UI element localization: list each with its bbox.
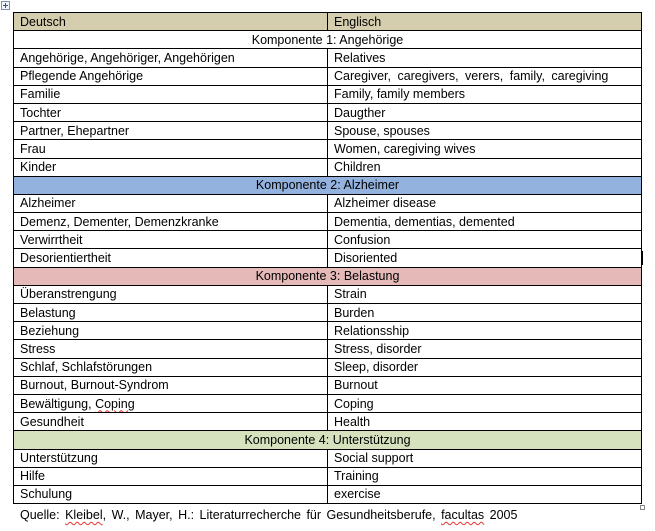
german-term: Überanstrengung bbox=[14, 285, 328, 303]
english-term: Disoriented bbox=[328, 249, 642, 267]
english-term: Health bbox=[328, 413, 642, 431]
german-term: Pflegende Angehörige bbox=[14, 67, 328, 85]
german-term: Angehörige, Angehöriger, Angehörigen bbox=[14, 49, 328, 67]
table-row bbox=[14, 413, 642, 431]
english-term: Sleep, disorder bbox=[328, 358, 642, 376]
german-term: Schulung bbox=[14, 485, 328, 503]
german-term: Verwirrtheit bbox=[14, 231, 328, 249]
section-title: Komponente 1: Angehörige bbox=[14, 31, 642, 49]
english-term: Training bbox=[328, 467, 642, 485]
german-term: Tochter bbox=[14, 103, 328, 121]
english-term: Caregiver, caregivers, verers, family, caregiving bbox=[328, 67, 642, 85]
text-cursor bbox=[641, 251, 643, 265]
german-term: Belastung bbox=[14, 304, 328, 322]
english-term: Dementia, dementias, demented bbox=[328, 213, 642, 231]
table-row bbox=[14, 285, 642, 303]
english-term: Family, family members bbox=[328, 85, 642, 103]
german-term: Bewältigung, Coping bbox=[14, 394, 328, 412]
english-term: Stress, disorder bbox=[328, 340, 642, 358]
table-move-handle-icon[interactable] bbox=[1, 1, 10, 10]
section-title: Komponente 3: Belastung bbox=[14, 267, 642, 285]
table-row bbox=[14, 304, 642, 322]
german-term: Stress bbox=[14, 340, 328, 358]
table-row bbox=[14, 485, 642, 503]
english-term: Children bbox=[328, 158, 642, 176]
header-english: Englisch bbox=[328, 13, 642, 31]
english-term: Spouse, spouses bbox=[328, 122, 642, 140]
english-term: Alzheimer disease bbox=[328, 194, 642, 212]
table-row bbox=[14, 340, 642, 358]
english-term: Relatives bbox=[328, 49, 642, 67]
table-row bbox=[14, 467, 642, 485]
table-row bbox=[14, 49, 642, 67]
english-term: Strain bbox=[328, 285, 642, 303]
english-term: Coping bbox=[328, 394, 642, 412]
table-row bbox=[14, 140, 642, 158]
header-german: Deutsch bbox=[14, 13, 328, 31]
german-term: Familie bbox=[14, 85, 328, 103]
table-row bbox=[14, 213, 642, 231]
section-title: Komponente 2: Alzheimer bbox=[14, 176, 642, 194]
english-term: Daugther bbox=[328, 103, 642, 121]
section-header-row bbox=[14, 431, 642, 449]
english-term: Burnout bbox=[328, 376, 642, 394]
german-term: Demenz, Dementer, Demenzkranke bbox=[14, 213, 328, 231]
english-term: Relationsship bbox=[328, 322, 642, 340]
table-row bbox=[14, 376, 642, 394]
section-header-row bbox=[14, 31, 642, 49]
table-row bbox=[14, 358, 642, 376]
german-term: Beziehung bbox=[14, 322, 328, 340]
german-term: Hilfe bbox=[14, 467, 328, 485]
english-term: Social support bbox=[328, 449, 642, 467]
table-row bbox=[14, 122, 642, 140]
glossary-table bbox=[13, 12, 642, 504]
german-term: Alzheimer bbox=[14, 194, 328, 212]
section-title: Komponente 4: Unterstützung bbox=[14, 431, 642, 449]
english-term: Confusion bbox=[328, 231, 642, 249]
section-header-row bbox=[14, 176, 642, 194]
table-row bbox=[14, 158, 642, 176]
german-term: Partner, Ehepartner bbox=[14, 122, 328, 140]
section-header-row bbox=[14, 267, 642, 285]
german-term: Frau bbox=[14, 140, 328, 158]
table-row bbox=[14, 322, 642, 340]
header-row bbox=[14, 13, 642, 31]
table-row bbox=[14, 249, 642, 267]
table-row bbox=[14, 394, 642, 412]
english-term: Burden bbox=[328, 304, 642, 322]
table-row bbox=[14, 85, 642, 103]
english-term: exercise bbox=[328, 485, 642, 503]
table-row bbox=[14, 67, 642, 85]
table-row bbox=[14, 194, 642, 212]
source-citation: Quelle: Kleibel, W., Mayer, H.: Literaturrecherche für Gesundheitsberufe, facultas 2005 bbox=[20, 508, 518, 522]
english-term: Women, caregiving wives bbox=[328, 140, 642, 158]
table-row bbox=[14, 449, 642, 467]
table-resize-handle[interactable] bbox=[640, 505, 645, 510]
german-term: Unterstützung bbox=[14, 449, 328, 467]
german-term: Desorientiertheit bbox=[14, 249, 328, 267]
table-row bbox=[14, 231, 642, 249]
german-term: Schlaf, Schlafstörungen bbox=[14, 358, 328, 376]
german-term: Gesundheit bbox=[14, 413, 328, 431]
table-row bbox=[14, 103, 642, 121]
german-term: Kinder bbox=[14, 158, 328, 176]
german-term: Burnout, Burnout-Syndrom bbox=[14, 376, 328, 394]
